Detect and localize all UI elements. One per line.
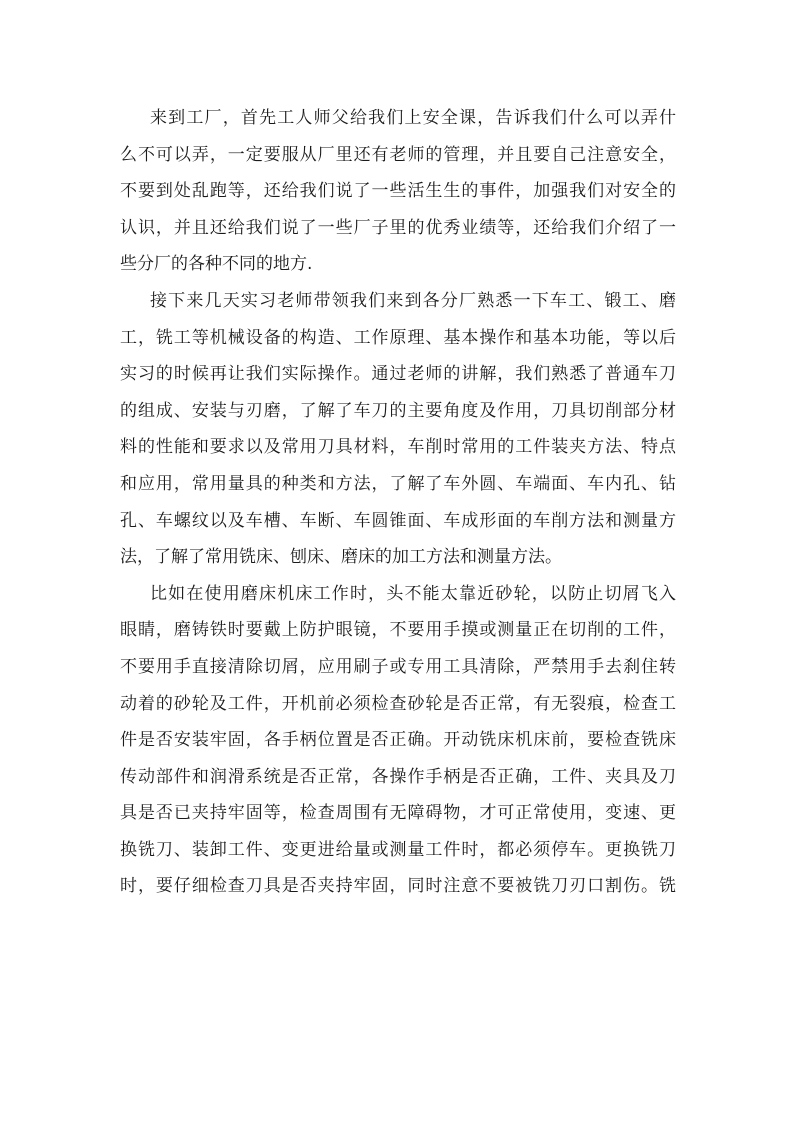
text-line: 实习的时候再让我们实际操作。通过老师的讲解，我们熟悉了普通车刀 [120,364,676,385]
text-line: 动着的砂轮及工件，开机前必须检查砂轮是否正常，有无裂痕，检查工 [120,693,676,714]
text-line: 法，了解了常用铣床、刨床、磨床的加工方法和测量方法。 [120,547,562,568]
text-line: 不要用手直接清除切屑，应用刷子或专用工具清除，严禁用手去刹住转 [120,656,676,677]
text-line: 认识，并且还给我们说了一些厂子里的优秀业绩等，还给我们介绍了一 [120,217,676,238]
text-line: 换铣刀、装卸工件、变更进给量或测量工件时，都必须停车。更换铣刀 [120,839,676,860]
text-line: 工，铣工等机械设备的构造、工作原理、基本操作和基本功能，等以后 [120,327,676,348]
text-line: 具是否已夹持牢固等，检查周围有无障碍物，才可正常使用，变速、更 [120,803,676,824]
text-line: 接下来几天实习老师带领我们来到各分厂熟悉一下车工、锻工、磨 [150,290,676,311]
text-line: 眼睛，磨铸铁时要戴上防护眼镜，不要用手摸或测量正在切削的工件， [120,620,676,641]
text-line: 不要到处乱跑等，还给我们说了一些活生生的事件，加强我们对安全的 [120,181,676,202]
text-line: 孔、车螺纹以及车槽、车断、车圆锥面、车成形面的车削方法和测量方 [120,510,676,531]
text-line: 的组成、安装与刃磨，了解了车刀的主要角度及作用，刀具切削部分材 [120,400,676,421]
text-line: 比如在使用磨床机床工作时，头不能太靠近砂轮，以防止切屑飞入 [150,583,676,604]
text-line: 来到工厂，首先工人师父给我们上安全课，告诉我们什么可以弄什 [150,108,676,128]
text-line: 传动部件和润滑系统是否正常，各操作手柄是否正确，工件、夹具及刀 [120,766,676,787]
text-line: 时，要仔细检查刀具是否夹持牢固，同时注意不要被铣刀刃口割伤。铣 [120,876,676,897]
text-line: 件是否安装牢固，各手柄位置是否正确。开动铣床机床前，要检查铣床 [120,730,676,751]
text-line: 和应用，常用量具的种类和方法，了解了车外圆、车端面、车内孔、钻 [120,473,676,494]
document-body [120,100,676,905]
text-line: 些分厂的各种不同的地方. [120,254,313,275]
paragraph-operation-rules [120,576,676,905]
text-line: 么不可以弄，一定要服从厂里还有老师的管理，并且要自己注意安全， [120,144,676,165]
text-line: 料的性能和要求以及常用刀具材料，车削时常用的工件装夹方法、特点 [120,437,676,458]
paragraph-machine-familiarization [120,283,676,576]
paragraph-safety-class [120,100,676,283]
